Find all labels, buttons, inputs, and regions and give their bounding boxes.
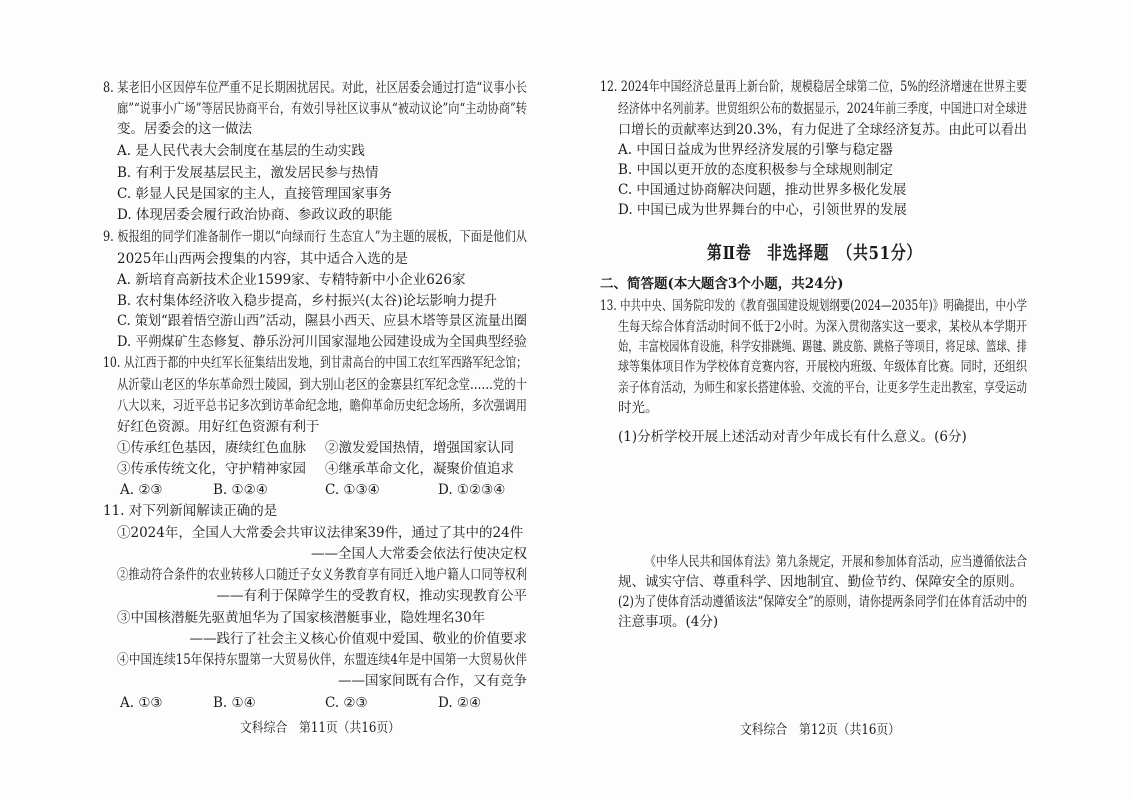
question-stem: 11. 对下列新闻解读正确的是: [103, 503, 278, 519]
sub-question-1: (1)分析学校开展上述活动对青少年成长有什么意义。(6分): [618, 429, 967, 445]
option-b: B. 中国以更开放的态度积极参与全球规则制定: [618, 162, 894, 178]
page-footer: 文科综合 第11页（共16页）: [240, 720, 400, 736]
question-stem: 生每天综合体育活动时间不低于2小时。为深入贯彻落实这一要求，某校从本学期开: [618, 319, 1027, 335]
news-item: ④中国连续15年保持东盟第一大贸易伙伴，东盟连续4年是中国第一大贸易伙伴: [117, 652, 527, 668]
option-a: A. 中国日益成为世界经济发展的引擎与稳定器: [618, 142, 893, 158]
question-stem: 2025年山西两会搜集的内容，其中适合入选的是: [117, 251, 408, 267]
section-heading: 二、简答题(本大题含3个小题，共24分): [600, 276, 844, 292]
news-reading: ——全国人大常委会依法行使决定权: [311, 546, 527, 562]
question-stem: 经济体中名列前茅。世贸组织公布的数据显示，2024年前三季度，中国进口对全球进: [618, 101, 1027, 117]
news-item: ②推动符合条件的农业转移人口随迁子女义务教育享有同迁入地户籍人口同等权利: [117, 567, 527, 583]
page-footer: 文科综合 第12页（共16页）: [740, 722, 900, 738]
question-stem: 始，丰富校园体育设施，科学安排跳绳、踢毽、跳皮筋、跳格子等项目，将足球、篮球、排: [618, 339, 1027, 355]
question-stem: 13. 中共中央、国务院印发的《教育强国建设规划纲要(2024—2035年)》明确提出，中小学: [600, 298, 1027, 314]
question-stem: 8. 某老旧小区因停车位严重不足长期困扰居民。对此，社区居委会通过打造“议事小长: [103, 80, 527, 96]
news-item: ①2024年，全国人大常委会共审议法律案39件，通过了其中的24件: [117, 525, 524, 541]
question-stem: 亲子体育活动，为师生和家长搭建体验、交流的平台，让更多学生走出教室，享受运动: [618, 380, 1027, 396]
option-c: C. 策划“跟着悟空游山西”活动，隰县小西天、应县木塔等景区流量出圈: [117, 313, 527, 329]
statement-1: ①传承红色基因，赓续红色血脉: [117, 440, 306, 456]
option-c: C. 彰显人民是国家的主人，直接管理国家事务: [117, 186, 392, 202]
option-b: B. ①④: [213, 695, 256, 711]
option-b: B. ①②④: [213, 482, 268, 498]
law-material: 规、诚实守信、尊重科学、因地制宜、勤俭节约、保障安全的原则。: [618, 574, 1023, 590]
question-stem: 时光。: [618, 400, 659, 416]
question-stem: 从沂蒙山老区的华东革命烈士陵园，到大别山老区的金寨县红军纪念堂……党的十: [117, 377, 527, 393]
option-d: D. 体现居委会履行政治协商、参政议政的职能: [117, 207, 393, 223]
statement-4: ④继承革命文化，凝聚价值追求: [325, 461, 514, 477]
option-a: A. ①③: [120, 695, 163, 711]
news-reading: ——有利于保障学生的受教育权，推动实现教育公平: [216, 588, 527, 604]
sub-question-2: 注意事项。(4分): [618, 614, 719, 630]
option-d: D. 平朔煤矿生态修复、静乐汾河川国家湿地公园建设成为全国典型经验: [117, 334, 527, 350]
option-d: D. ②④: [438, 695, 482, 711]
news-reading: ——践行了社会主义核心价值观中爱国、敬业的价值要求: [189, 631, 527, 647]
option-a: A. ②③: [120, 482, 163, 498]
option-a: A. 是人民代表大会制度在基层的生动实践: [117, 143, 365, 159]
question-stem: 球等集体项目作为学校体育竞赛内容，开展校内班级、年级体育比赛。同时，还组织: [618, 359, 1027, 375]
law-material: 《中华人民共和国体育法》第九条规定，开展和参加体育活动，应当遵循依法合: [645, 554, 1027, 570]
option-c: C. ②③: [325, 695, 368, 711]
question-stem: 廊”“说事小广场”等居民协商平台，有效引导社区议事从“被动议论”向“主动协商”转: [117, 101, 527, 117]
question-stem: 口增长的贡献率达到20.3%，有力促进了全球经济复苏。由此可以看出: [618, 122, 1027, 138]
option-d: D. 中国已成为世界舞台的中心，引领世界的发展: [618, 202, 907, 218]
sub-question-2: (2)为了使体育活动遵循该法“保障安全”的原则，请你提两条同学们在体育活动中的: [618, 594, 1027, 610]
option-a: A. 新培育高新技术企业1599家、专精特新中小企业626家: [117, 272, 466, 288]
statement-3: ③传承传统文化，守护精神家园: [117, 461, 306, 477]
statement-2: ②激发爱国热情，增强国家认同: [325, 440, 514, 456]
option-b: B. 有利于发展基层民主，激发居民参与热情: [117, 165, 379, 181]
question-stem: 12. 2024年中国经济总量再上新台阶，规模稳居全球第二位，5%的经济增速在世界主要: [600, 79, 1027, 95]
section-title: 第Ⅱ卷 非选择题 （共51分）: [707, 243, 922, 264]
news-item: ③中国核潜艇先驱黄旭华为了国家核潜艇事业，隐姓埋名30年: [117, 610, 486, 626]
option-c: C. ①③④: [325, 482, 380, 498]
option-c: C. 中国通过协商解决问题，推动世界多极化发展: [618, 182, 907, 198]
question-stem: 9. 板报组的同学们准备制作一期以“向绿而行 生态宜人”为主题的展板，下面是他们从: [103, 229, 527, 245]
question-stem: 好红色资源。用好红色资源有利于: [117, 419, 320, 435]
option-b: B. 农村集体经济收入稳步提高，乡村振兴(太谷)论坛影响力提升: [117, 293, 498, 309]
question-stem: 八大以来，习近平总书记多次到访革命纪念地，瞻仰革命历史纪念场所，多次强调用: [117, 398, 527, 414]
question-stem: 10. 从江西于都的中央红军长征集结出发地，到甘肃高台的中国工农红军西路军纪念馆；: [103, 355, 527, 371]
news-reading: ——国家间既有合作，又有竞争: [338, 673, 527, 689]
option-d: D. ①②③④: [438, 482, 506, 498]
question-stem: 变。居委会的这一做法: [117, 121, 252, 137]
